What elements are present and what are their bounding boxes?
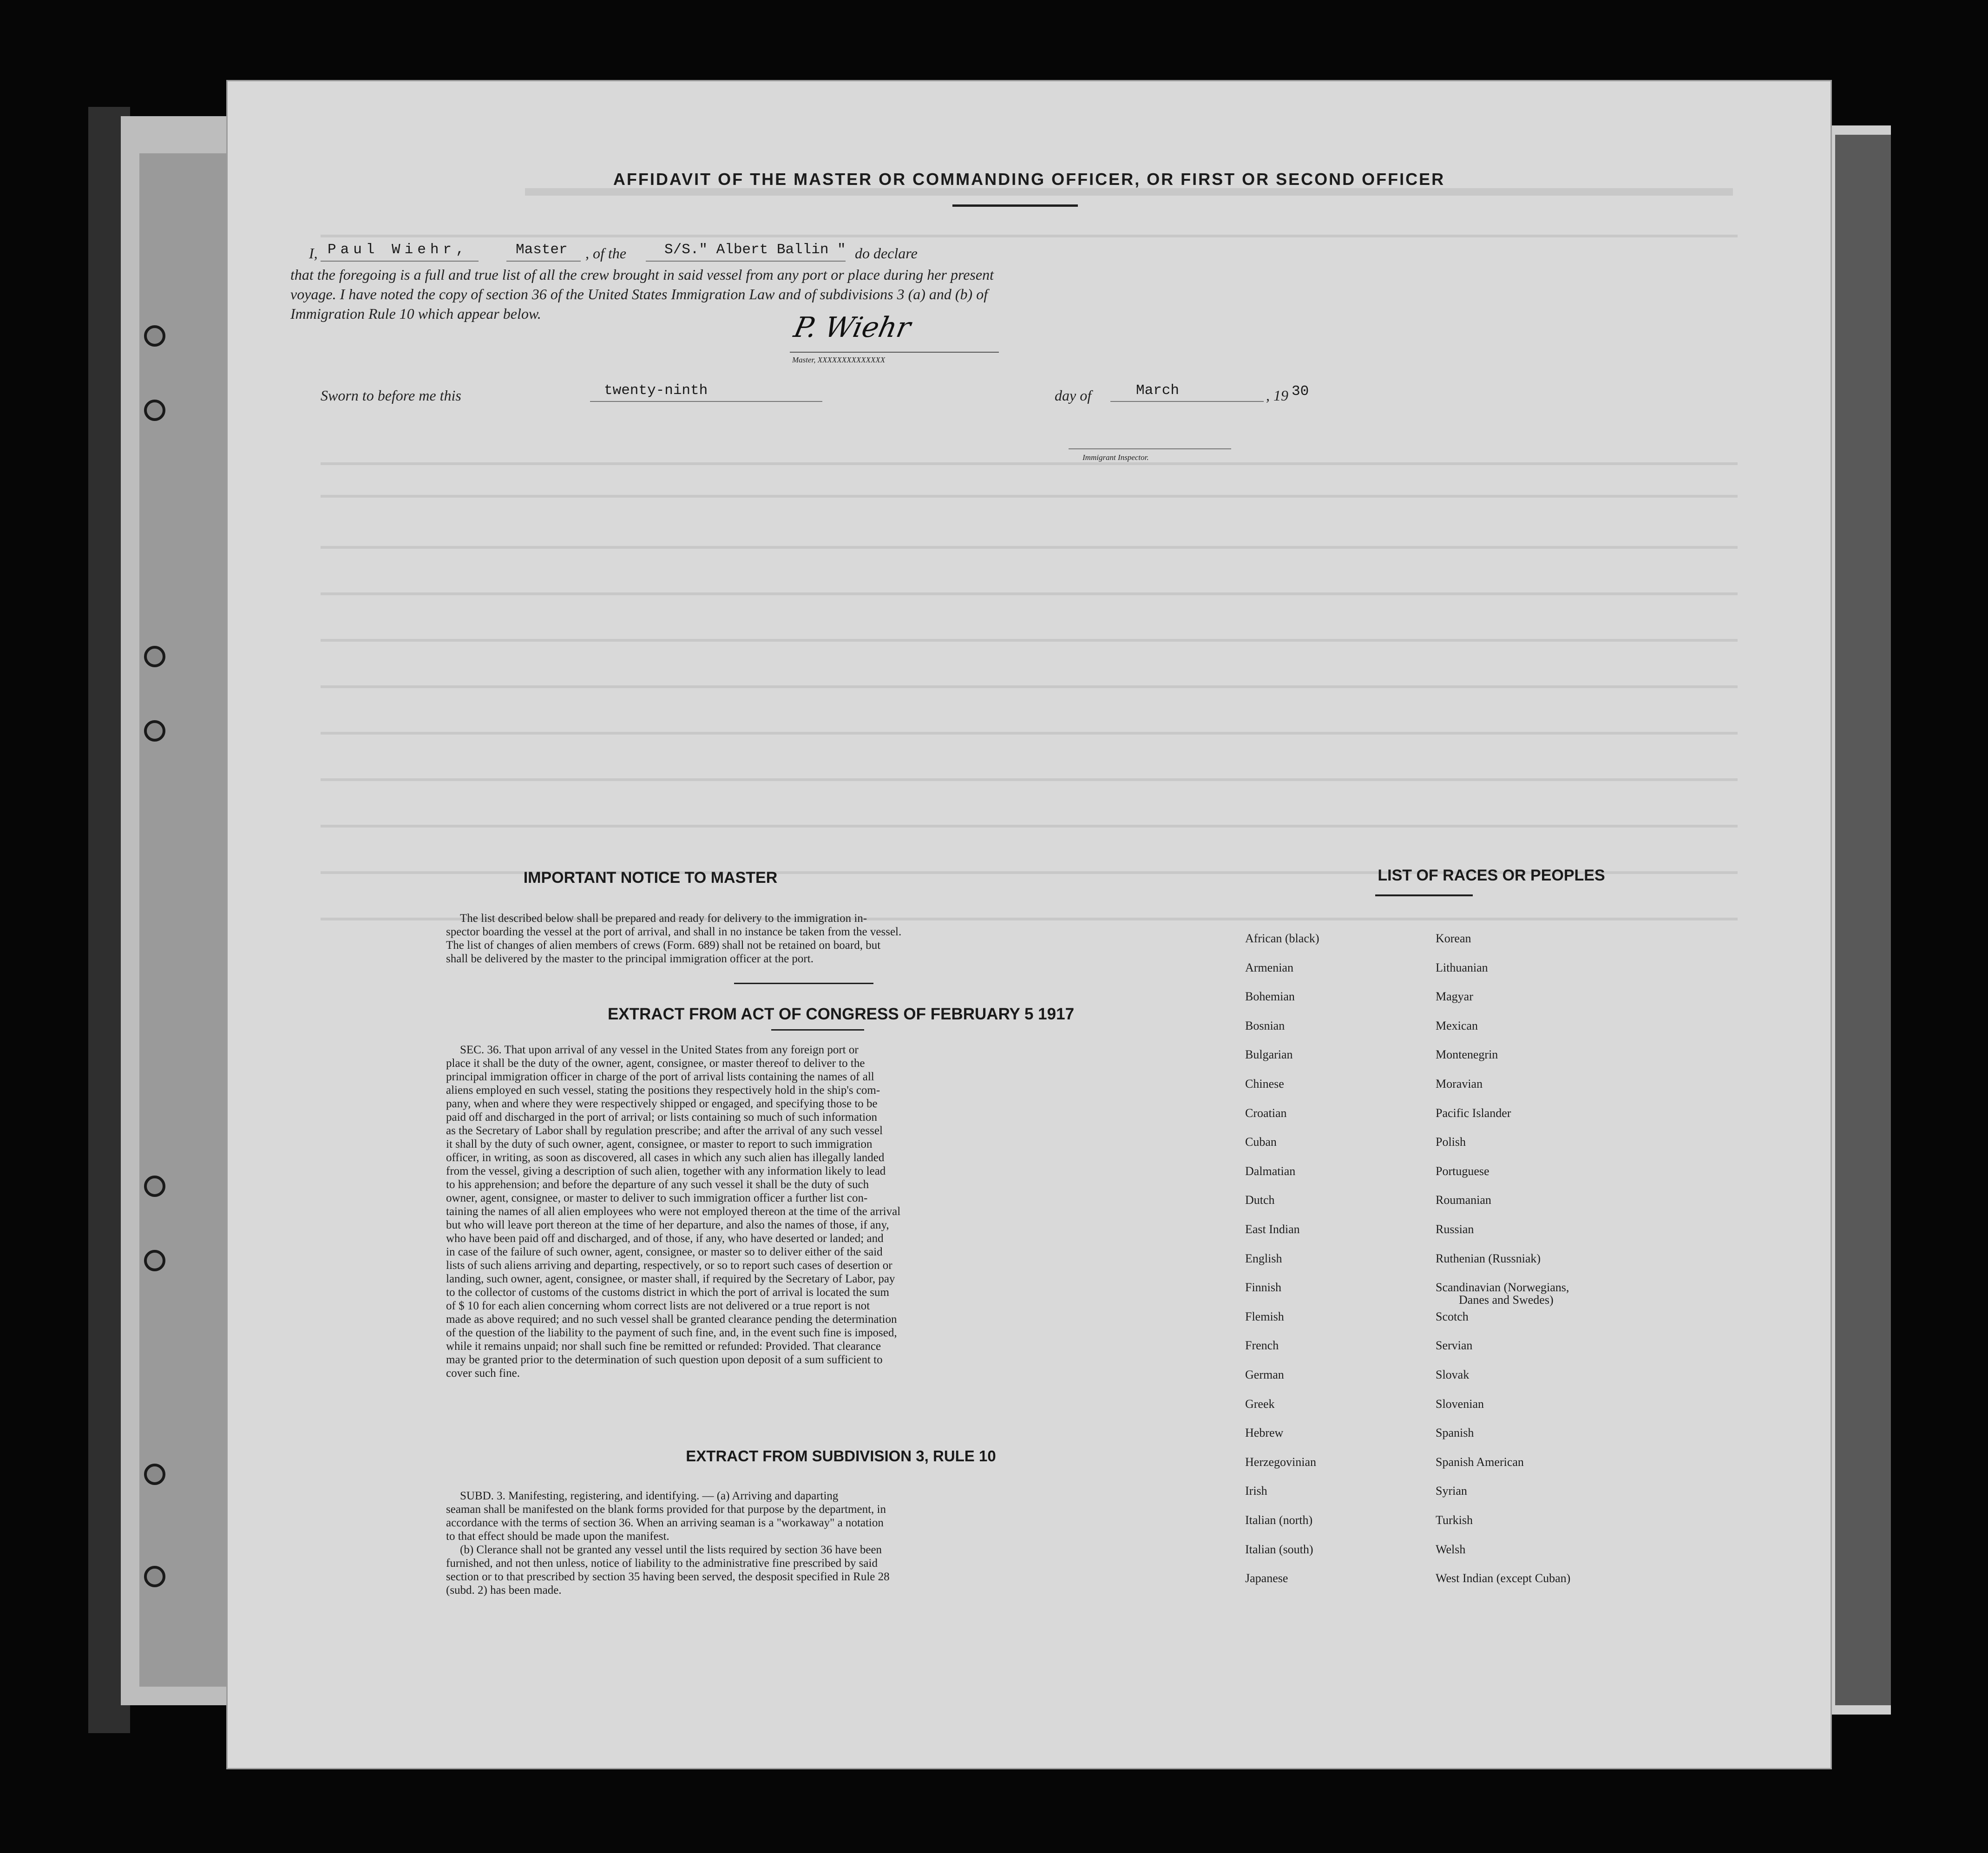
text-line: taining the names of all alien employees who were not employed thereon at the time of the arrival: [446, 1205, 901, 1218]
race-item: German: [1245, 1368, 1284, 1381]
text-line: it shall by the duty of such owner, agent, consignee, or master to report to such immigration: [446, 1138, 873, 1150]
text-line: from the vessel, giving a description of such alien, together with any information likely to lead: [446, 1165, 886, 1177]
signature-caption: Master, XXXXXXXXXXXXXX: [792, 355, 886, 364]
race-item: Finnish: [1245, 1281, 1282, 1294]
text-line: seaman shall be manifested on the blank forms provided for that purpose by the department, in: [446, 1503, 886, 1516]
text-line: place it shall be the duty of the owner, agent, consignee, or master thereof to deliver to the: [446, 1057, 865, 1070]
race-item: African (black): [1245, 932, 1319, 945]
race-item: Slovenian: [1436, 1397, 1484, 1411]
text-line: may be granted prior to the determination of such question upon deposit of a sum sufficient to: [446, 1354, 883, 1366]
act-body: [446, 1043, 1245, 1380]
act-divider: [771, 1029, 864, 1031]
race-item: French: [1245, 1339, 1279, 1353]
race-item: Italian (north): [1245, 1513, 1313, 1527]
text-line: of $ 10 for each alien concerning whom correct lists are not delivered or a true report is not: [446, 1300, 870, 1312]
declaration-prefix: I,: [309, 245, 318, 262]
blank-line: [1110, 401, 1264, 402]
race-item: Mexican: [1436, 1018, 1478, 1032]
blank-line: [506, 261, 581, 262]
do-declare-label: do declare: [855, 245, 918, 262]
race-item: East Indian: [1245, 1222, 1300, 1236]
notice-body: [446, 912, 1245, 966]
sworn-prefix: Sworn to before me this: [321, 387, 461, 404]
master-rank: Master: [516, 242, 568, 258]
text-line: furnished, and not then unless, notice of liability to the administrative fine prescribed by said: [446, 1557, 878, 1570]
declaration-line-2: that the foregoing is a full and true list of all the crew brought in said vessel from any port or place during her present: [290, 266, 994, 283]
background-right-edge: [1835, 135, 1891, 1705]
inspector-caption: Immigrant Inspector.: [1083, 453, 1149, 462]
text-line: shall be delivered by the master to the principal immigration officer at the port.: [446, 953, 814, 965]
binder-hole: [144, 1250, 165, 1271]
race-item: English: [1245, 1251, 1282, 1265]
text-line: officer, in writing, as soon as discovered, all cases in which any such alien has illegally landed: [446, 1151, 885, 1164]
race-item: Montenegrin: [1436, 1048, 1498, 1062]
text-line: while it remains unpaid; nor shall such fine be remitted or refunded: Provided. That clearance: [446, 1340, 881, 1353]
race-item: Irish: [1245, 1484, 1267, 1498]
race-item: Greek: [1245, 1397, 1275, 1411]
act-title: EXTRACT FROM ACT OF CONGRESS OF FEBRUARY 5 1917: [607, 1005, 1075, 1023]
affidavit-title: AFFIDAVIT OF THE MASTER OR COMMANDING OFFICER, OR FIRST OR SECOND OFFICER: [613, 170, 1445, 189]
title-underline: [952, 204, 1078, 207]
declaration-line-4: Immigration Rule 10 which appear below.: [290, 305, 541, 322]
race-item: Slovak: [1436, 1368, 1470, 1381]
text-line: who have been paid off and discharged, and of those, if any, who have deserted or landed; and: [446, 1232, 884, 1245]
text-line: but who will leave port thereon at the time of her departure, and also the names of those, if any,: [446, 1219, 889, 1231]
text-line: pany, when and where they were respectively shipped or engaged, and specifying those to be: [446, 1097, 878, 1110]
sworn-day: twenty-ninth: [604, 382, 708, 399]
race-item: Armenian: [1245, 960, 1293, 974]
race-item: Italian (south): [1245, 1542, 1313, 1556]
race-item: Chinese: [1245, 1077, 1284, 1091]
race-item: Moravian: [1436, 1077, 1483, 1091]
text-line: section or to that prescribed by section 35 having been served, the desposit specified in Rule 28: [446, 1570, 890, 1583]
blank-line: [321, 261, 479, 262]
race-item: Croatian: [1245, 1106, 1287, 1120]
text-line: (b) Clerance shall not be granted any vessel until the lists required by section 36 have been: [460, 1544, 882, 1556]
text-line: owner, agent, consignee, or master to deliver to such immigration officer a further list con-: [446, 1192, 868, 1204]
rule-title: EXTRACT FROM SUBDIVISION 3, RULE 10: [686, 1447, 996, 1465]
notice-title: IMPORTANT NOTICE TO MASTER: [523, 869, 778, 887]
race-item: Cuban: [1245, 1135, 1277, 1149]
race-item: Roumanian: [1436, 1193, 1491, 1207]
text-line: made as above required; and no such vessel shall be granted clearance pending the determination: [446, 1313, 897, 1326]
race-item: Spanish: [1436, 1426, 1474, 1440]
race-item-continuation: Danes and Swedes): [1459, 1293, 1554, 1307]
race-item: Welsh: [1436, 1542, 1466, 1556]
race-item: Hebrew: [1245, 1426, 1284, 1440]
race-item: Korean: [1436, 932, 1471, 945]
race-item: Polish: [1436, 1135, 1466, 1149]
race-item: West Indian (except Cuban): [1436, 1571, 1571, 1585]
inspector-line: [1069, 448, 1231, 449]
text-line: aliens employed en such vessel, stating the positions they respectively hold in the ship's com-: [446, 1084, 880, 1097]
race-item: Portuguese: [1436, 1164, 1489, 1178]
text-line: The list described below shall be prepared and ready for delivery to the immigration in-: [460, 912, 867, 925]
race-item: Bosnian: [1245, 1018, 1285, 1032]
race-item: Magyar: [1436, 990, 1473, 1004]
race-item: Syrian: [1436, 1484, 1467, 1498]
text-line: cover such fine.: [446, 1367, 520, 1380]
text-line: SUBD. 3. Manifesting, registering, and identifying. — (a) Arriving and daparting: [460, 1490, 839, 1502]
master-signature: P. Wiehr: [791, 311, 914, 344]
text-line: to his apprehension; and before the departure of any such vessel it shall be the duty of such: [446, 1178, 869, 1191]
binder-hole: [144, 1464, 165, 1485]
binder-hole: [144, 325, 165, 347]
notice-divider: [734, 983, 873, 984]
race-item: Flemish: [1245, 1309, 1284, 1323]
text-line: paid off and discharged in the port of arrival; or lists containing so much of such information: [446, 1111, 878, 1124]
race-item: Turkish: [1436, 1513, 1473, 1527]
race-item: Scandinavian (Norwegians,: [1436, 1281, 1569, 1294]
race-item: Ruthenian (Russniak): [1436, 1251, 1541, 1265]
year-suffix: 30: [1292, 383, 1309, 400]
text-line: of the question of the liability to the payment of such fine, and, in the event such fine is imposed,: [446, 1327, 897, 1339]
binder-hole: [144, 1566, 165, 1587]
race-item: Dutch: [1245, 1193, 1275, 1207]
sworn-month: March: [1136, 382, 1180, 399]
text-line: as the Secretary of Labor shall by regulation prescribe; and after the arrival of any such vessel: [446, 1124, 883, 1137]
declaration-line-3: voyage. I have noted the copy of section 36 of the United States Immigration Law and of subdivisions 3 (a) and (b) of: [290, 286, 988, 302]
race-item: Russian: [1436, 1222, 1474, 1236]
blank-line: [646, 261, 846, 262]
text-line: spector boarding the vessel at the port of arrival, and shall in no instance be taken from the vessel.: [446, 926, 902, 938]
race-item: Spanish American: [1436, 1455, 1524, 1469]
text-line: to the collector of customs of the customs district in which the port of arrival is located the sum: [446, 1286, 889, 1299]
signature-line: [790, 352, 999, 353]
race-item: Servian: [1436, 1339, 1473, 1353]
text-line: SEC. 36. That upon arrival of any vessel in the United States from any foreign port or: [460, 1044, 859, 1056]
master-name: Paul Wiehr,: [328, 242, 469, 258]
race-item: Scotch: [1436, 1309, 1469, 1323]
text-line: principal immigration officer in charge of the port of arrival lists containing the names of all: [446, 1071, 874, 1083]
race-item: Dalmatian: [1245, 1164, 1296, 1178]
day-of-label: day of: [1055, 387, 1092, 404]
races-title: LIST OF RACES OR PEOPLES: [1378, 867, 1605, 884]
text-line: accordance with the terms of section 36. When an arriving seaman is a "workaway" a notation: [446, 1517, 884, 1529]
blank-line: [590, 401, 822, 402]
binder-hole: [144, 646, 165, 667]
text-line: lists of such aliens arriving and departing, respectively, or so to report such cases of desertion or: [446, 1259, 892, 1272]
vessel-name: S/S." Albert Ballin ": [664, 242, 846, 258]
text-line: (subd. 2) has been made.: [446, 1584, 562, 1597]
binder-hole: [144, 1176, 165, 1197]
races-divider: [1375, 894, 1473, 896]
race-item: Lithuanian: [1436, 960, 1488, 974]
race-item: Bulgarian: [1245, 1048, 1293, 1062]
text-line: to that effect should be made upon the manifest.: [446, 1530, 669, 1543]
race-item: Bohemian: [1245, 990, 1295, 1004]
of-the-label: , of the: [585, 245, 626, 262]
affidavit-page: [228, 81, 1831, 1768]
binder-hole: [144, 400, 165, 421]
binder-hole: [144, 720, 165, 742]
rule-body: [446, 1489, 1245, 1597]
year-prefix: , 19: [1266, 387, 1288, 404]
text-line: in case of the failure of such owner, agent, consignee, or master so to deliver either of the said: [446, 1246, 883, 1258]
text-line: The list of changes of alien members of crews (Form. 689) shall not be retained on board, but: [446, 939, 881, 952]
race-item: Herzegovinian: [1245, 1455, 1317, 1469]
race-item: Pacific Islander: [1436, 1106, 1511, 1120]
text-line: landing, such owner, agent, consignee, or master shall, if required by the Secretary of Labor, pay: [446, 1273, 895, 1285]
race-item: Japanese: [1245, 1571, 1288, 1585]
